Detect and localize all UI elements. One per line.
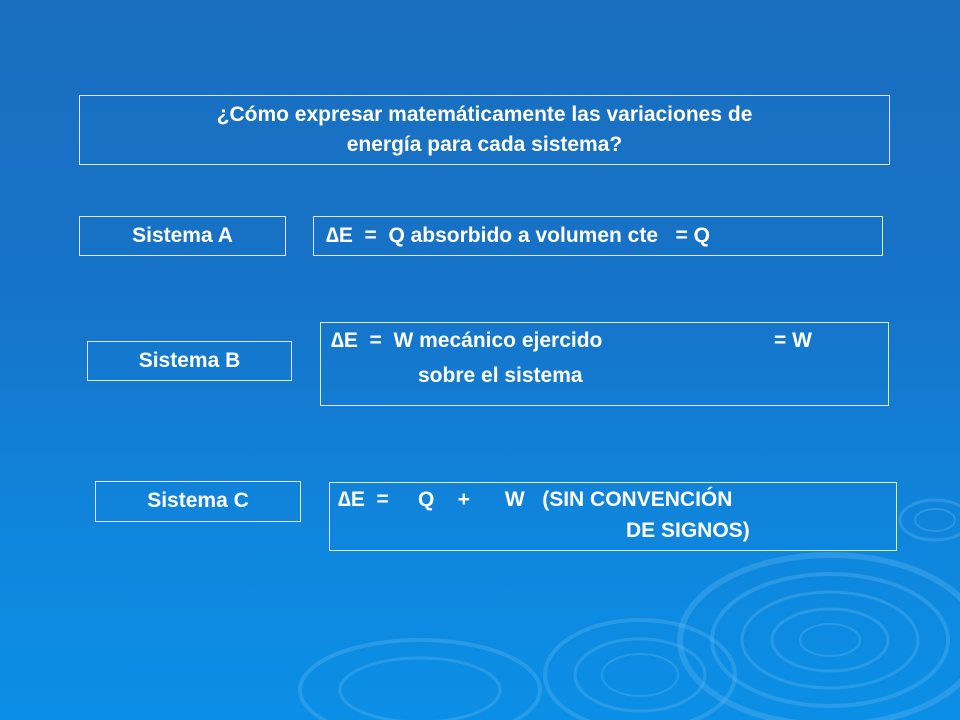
system-b-label: Sistema B	[87, 341, 292, 381]
system-b-formula-line-2	[331, 357, 888, 388]
system-b-formula-line-1	[331, 326, 888, 357]
question-line-1: ¿Cómo expresar matemáticamente las variaciones de	[216, 103, 753, 126]
system-c-formula-line-2	[338, 516, 896, 547]
question-box	[79, 95, 890, 165]
system-c-formula-line-2-text: DE SIGNOS)	[626, 519, 750, 542]
system-b-formula-left: ∆E = W mecánico ejercido	[331, 329, 603, 352]
system-c-formula-line-1-text: ∆E = Q + W (SIN CONVENCIÓN	[338, 488, 733, 511]
question-line-2: energía para cada sistema?	[346, 133, 623, 156]
system-b-formula-line-2-text: sobre el sistema	[418, 364, 583, 387]
system-c-formula-line-1	[338, 485, 896, 516]
system-a-label: Sistema A	[79, 216, 286, 256]
system-a-formula-text: ∆E = Q absorbido a volumen cte = Q	[326, 224, 710, 247]
system-c-formula	[329, 482, 897, 551]
system-b-formula-right: = W	[774, 329, 812, 352]
system-c-label: Sistema C	[95, 481, 301, 522]
system-a-formula	[313, 216, 883, 256]
system-b-formula	[320, 322, 889, 406]
